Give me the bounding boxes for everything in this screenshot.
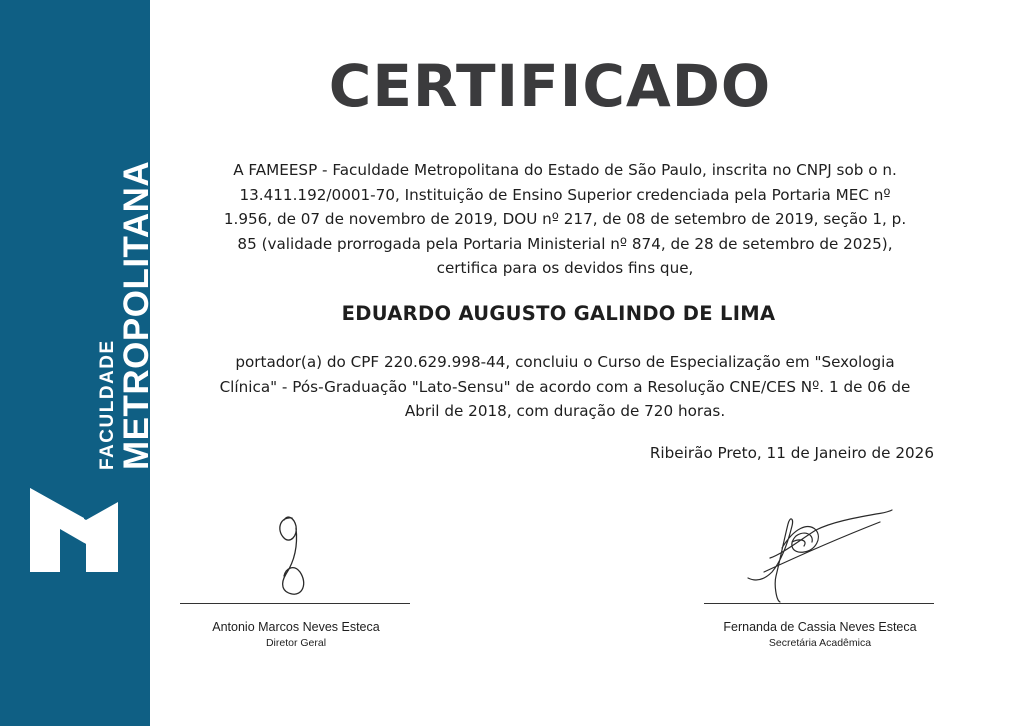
completion-line: Abril de 2018, com duração de 720 horas. bbox=[404, 402, 726, 420]
completion-line: portador(a) do CPF 220.629.998-44, concluiu o Curso de Especialização em "Sexologia bbox=[235, 353, 895, 371]
metropolitana-m-logo-icon bbox=[30, 488, 118, 572]
signatory-name: Fernanda de Cassia Neves Esteca bbox=[723, 620, 917, 634]
signature-block-secretary bbox=[704, 500, 936, 660]
brand-line-faculdade: FACULDADE bbox=[97, 339, 118, 470]
completion-paragraph bbox=[180, 350, 950, 424]
signatory-role: Secretária Acadêmica bbox=[768, 637, 872, 649]
signatory-name: Antonio Marcos Neves Esteca bbox=[212, 620, 380, 634]
brand-line-metropolitana: METROPOLITANA bbox=[117, 160, 156, 470]
intro-line: 13.411.192/0001-70, Instituição de Ensino Superior credenciada pela Portaria MEC nº bbox=[239, 185, 891, 204]
signatory-role: Diretor Geral bbox=[265, 637, 327, 649]
intro-line: certifica para os devidos fins que, bbox=[436, 259, 694, 277]
signature-block-director bbox=[180, 500, 412, 660]
certificate-title: CERTIFICADO bbox=[328, 52, 772, 120]
place-and-date: Ribeirão Preto, 11 de Janeiro de 2026 bbox=[649, 444, 934, 462]
intro-line: 85 (validade prorrogada pela Portaria Ministerial nº 874, de 28 de setembro de 2025), bbox=[237, 234, 893, 253]
intro-line: A FAMEESP - Faculdade Metropolitana do Estado de São Paulo, inscrita no CNPJ sob o n. bbox=[233, 161, 897, 179]
brand-logo bbox=[0, 0, 156, 726]
brand-sidebar bbox=[0, 0, 156, 726]
certificate-intro-paragraph bbox=[180, 158, 950, 281]
intro-line: 1.956, de 07 de novembro de 2019, DOU nº 217, de 08 de setembro de 2019, seção 1, p. bbox=[223, 210, 907, 228]
brand-wordmark bbox=[98, 161, 155, 470]
handwritten-signature-director bbox=[180, 500, 412, 603]
signature-line bbox=[180, 603, 410, 604]
completion-line: Clínica" - Pós-Graduação "Lato-Sensu" de acordo com a Resolução CNE/CES Nº. 1 de 06 de bbox=[219, 377, 911, 396]
handwritten-signature-secretary bbox=[704, 500, 936, 603]
recipient-name: EDUARDO AUGUSTO GALINDO DE LIMA bbox=[341, 302, 776, 325]
signature-line bbox=[704, 603, 934, 604]
